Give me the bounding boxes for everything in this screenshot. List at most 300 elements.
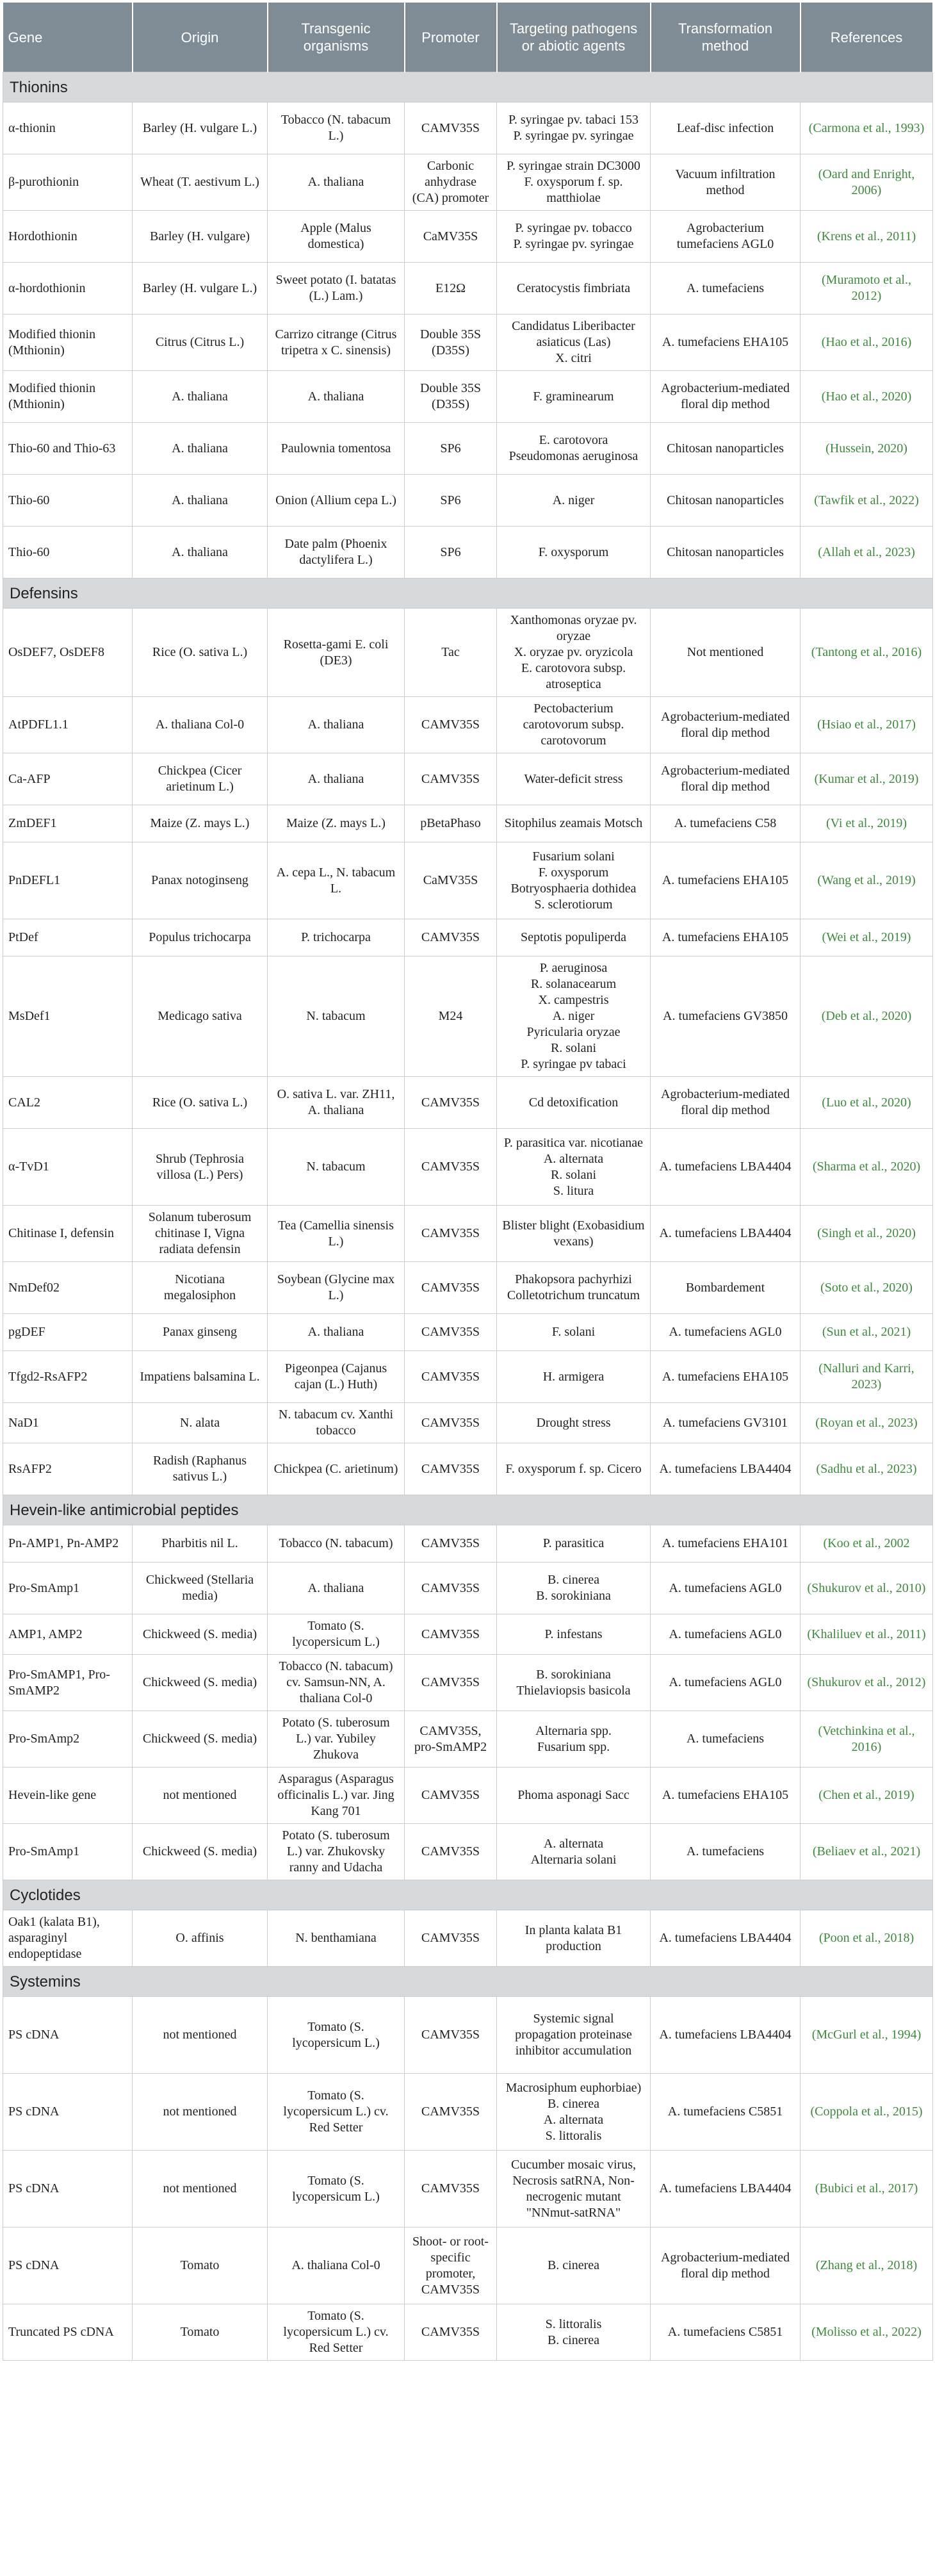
gene-cell: Truncated PS cDNA bbox=[3, 2304, 133, 2361]
gene-cell: Pn-AMP1, Pn-AMP2 bbox=[3, 1525, 133, 1563]
gene-cell: CAL2 bbox=[3, 1077, 133, 1129]
method-cell: Chitosan nanoparticles bbox=[651, 423, 801, 475]
target-cell: S. littoralis B. cinerea bbox=[497, 2304, 651, 2361]
origin-cell: Chickweed (S. media) bbox=[133, 1614, 268, 1655]
transgenic-organism-cell: A. thaliana bbox=[268, 371, 405, 423]
reference-link[interactable]: (Poon et al., 2018) bbox=[801, 1910, 933, 1967]
target-cell: Systemic signal propagation proteinase inhibitor accumulation bbox=[497, 1997, 651, 2074]
promoter-cell: CAMV35S bbox=[405, 919, 497, 956]
section-header bbox=[3, 578, 933, 609]
gene-cell: Ca-AFP bbox=[3, 753, 133, 805]
section-title: Hevein-like antimicrobial peptides bbox=[3, 1495, 933, 1525]
gene-cell: PS cDNA bbox=[3, 1997, 133, 2074]
target-cell: A. alternata Alternaria solani bbox=[497, 1824, 651, 1880]
table-row bbox=[3, 263, 933, 315]
target-cell: B. cinerea bbox=[497, 2227, 651, 2304]
gene-cell: PS cDNA bbox=[3, 2074, 133, 2151]
gene-cell: Modified thionin (Mthionin) bbox=[3, 315, 133, 371]
transgenic-organism-cell: Tomato (S. lycopersicum L.) cv. Red Setter bbox=[268, 2304, 405, 2361]
origin-cell: Wheat (T. aestivum L.) bbox=[133, 154, 268, 211]
method-cell: A. tumefaciens AGL0 bbox=[651, 1563, 801, 1614]
section-header bbox=[3, 1967, 933, 1997]
promoter-cell: pBetaPhaso bbox=[405, 805, 497, 842]
gene-cell: Hordothionin bbox=[3, 211, 133, 263]
origin-cell: Chickpea (Cicer arietinum L.) bbox=[133, 753, 268, 805]
target-cell: B. sorokiniana Thielaviopsis basicola bbox=[497, 1655, 651, 1711]
table-row bbox=[3, 1077, 933, 1129]
promoter-cell: CAMV35S bbox=[405, 697, 497, 753]
table-row bbox=[3, 1443, 933, 1495]
table-row bbox=[3, 842, 933, 919]
reference-link[interactable]: (Zhang et al., 2018) bbox=[801, 2227, 933, 2304]
promoter-cell: CAMV35S bbox=[405, 1314, 497, 1351]
target-cell: Fusarium solani F. oxysporum Botryosphaeria dothidea S. sclerotiorum bbox=[497, 842, 651, 919]
reference-link[interactable]: (Shukurov et al., 2010) bbox=[801, 1563, 933, 1614]
method-cell: A. tumefaciens AGL0 bbox=[651, 1655, 801, 1711]
origin-cell: Nicotiana megalosiphon bbox=[133, 1262, 268, 1314]
promoter-cell: CAMV35S bbox=[405, 1262, 497, 1314]
method-cell: A. tumefaciens LBA4404 bbox=[651, 1206, 801, 1262]
transgenic-organism-cell: Soybean (Glycine max L.) bbox=[268, 1262, 405, 1314]
origin-cell: Tomato bbox=[133, 2304, 268, 2361]
method-cell: A. tumefaciens C5851 bbox=[651, 2074, 801, 2151]
transgenic-organism-cell: A. thaliana Col-0 bbox=[268, 2227, 405, 2304]
transgenic-organism-cell: Rosetta-gami E. coli (DE3) bbox=[268, 609, 405, 697]
origin-cell: Chickweed (S. media) bbox=[133, 1655, 268, 1711]
promoter-cell: CAMV35S bbox=[405, 1768, 497, 1824]
target-cell: P. parasitica bbox=[497, 1525, 651, 1563]
reference-link[interactable]: (Oard and Enright, 2006) bbox=[801, 154, 933, 211]
reference-link[interactable]: (Vetchinkina et al., 2016) bbox=[801, 1711, 933, 1768]
target-cell: A. niger bbox=[497, 475, 651, 527]
target-cell: P. syringae strain DC3000 F. oxysporum f. sp. matthiolae bbox=[497, 154, 651, 211]
method-cell: A. tumefaciens bbox=[651, 1824, 801, 1880]
promoter-cell: SP6 bbox=[405, 475, 497, 527]
reference-link[interactable]: (Soto et al., 2020) bbox=[801, 1262, 933, 1314]
target-cell: Septotis populiperda bbox=[497, 919, 651, 956]
gene-cell: Pro-SmAmp2 bbox=[3, 1711, 133, 1768]
method-cell: A. tumefaciens GV3850 bbox=[651, 956, 801, 1077]
reference-link[interactable]: (Wei et al., 2019) bbox=[801, 919, 933, 956]
target-cell: F. oxysporum bbox=[497, 527, 651, 578]
reference-link[interactable]: (Hussein, 2020) bbox=[801, 423, 933, 475]
promoter-cell: Tac bbox=[405, 609, 497, 697]
target-cell: Cd detoxification bbox=[497, 1077, 651, 1129]
table-row bbox=[3, 1206, 933, 1262]
target-cell: Blister blight (Exobasidium vexans) bbox=[497, 1206, 651, 1262]
target-cell: Macrosiphum euphorbiae) B. cinerea A. alternata S. littoralis bbox=[497, 2074, 651, 2151]
promoter-cell: CAMV35S bbox=[405, 1077, 497, 1129]
transgenic-organism-cell: Tomato (S. lycopersicum L.) bbox=[268, 2151, 405, 2227]
promoter-cell: CAMV35S bbox=[405, 2304, 497, 2361]
transgenic-organism-cell: P. trichocarpa bbox=[268, 919, 405, 956]
reference-link[interactable]: (Molisso et al., 2022) bbox=[801, 2304, 933, 2361]
promoter-cell: CAMV35S bbox=[405, 1614, 497, 1655]
transgenic-organism-cell: O. sativa L. var. ZH11, A. thaliana bbox=[268, 1077, 405, 1129]
reference-link[interactable]: (Sun et al., 2021) bbox=[801, 1314, 933, 1351]
table-row bbox=[3, 1403, 933, 1443]
gene-cell: Thio-60 bbox=[3, 527, 133, 578]
promoter-cell: CAMV35S, pro-SmAMP2 bbox=[405, 1711, 497, 1768]
gene-cell: PtDef bbox=[3, 919, 133, 956]
transgenic-organism-cell: Sweet potato (I. batatas (L.) Lam.) bbox=[268, 263, 405, 315]
gene-cell: MsDef1 bbox=[3, 956, 133, 1077]
reference-link[interactable]: (Chen et al., 2019) bbox=[801, 1768, 933, 1824]
origin-cell: not mentioned bbox=[133, 2151, 268, 2227]
promoter-cell: CAMV35S bbox=[405, 1997, 497, 2074]
target-cell: P. parasitica var. nicotianae A. alternata R. solani S. litura bbox=[497, 1129, 651, 1206]
table-row bbox=[3, 697, 933, 753]
reference-link[interactable]: (Koo et al., 2002 bbox=[801, 1525, 933, 1563]
promoter-cell: SP6 bbox=[405, 423, 497, 475]
reference-link[interactable]: (Hao et al., 2016) bbox=[801, 315, 933, 371]
transgenic-organism-cell: Tomato (S. lycopersicum L.) cv. Red Setter bbox=[268, 2074, 405, 2151]
table-row bbox=[3, 609, 933, 697]
promoter-cell: CaMV35S bbox=[405, 842, 497, 919]
origin-cell: not mentioned bbox=[133, 1997, 268, 2074]
method-cell: A. tumefaciens bbox=[651, 263, 801, 315]
transgenic-organism-cell: A. thaliana bbox=[268, 753, 405, 805]
origin-cell: A. thaliana Col-0 bbox=[133, 697, 268, 753]
reference-link[interactable]: (Allah et al., 2023) bbox=[801, 527, 933, 578]
section-title: Systemins bbox=[3, 1967, 933, 1997]
method-cell: A. tumefaciens LBA4404 bbox=[651, 1443, 801, 1495]
reference-link[interactable]: (Hao et al., 2020) bbox=[801, 371, 933, 423]
reference-link[interactable]: (Kumar et al., 2019) bbox=[801, 753, 933, 805]
transgenic-organism-cell: Tobacco (N. tabacum L.) bbox=[268, 103, 405, 154]
method-cell: A. tumefaciens EHA105 bbox=[651, 842, 801, 919]
origin-cell: Medicago sativa bbox=[133, 956, 268, 1077]
target-cell: Phakopsora pachyrhizi Colletotrichum truncatum bbox=[497, 1262, 651, 1314]
transgenic-organism-cell: Tobacco (N. tabacum) cv. Samsun-NN, A. thaliana Col-0 bbox=[268, 1655, 405, 1711]
gene-cell: NmDef02 bbox=[3, 1262, 133, 1314]
method-cell: A. tumefaciens LBA4404 bbox=[651, 1910, 801, 1967]
promoter-cell: M24 bbox=[405, 956, 497, 1077]
gene-cell: α-thionin bbox=[3, 103, 133, 154]
transgenic-organism-cell: A. thaliana bbox=[268, 1563, 405, 1614]
origin-cell: Chickweed (S. media) bbox=[133, 1711, 268, 1768]
promoter-cell: CAMV35S bbox=[405, 1824, 497, 1880]
method-cell: A. tumefaciens AGL0 bbox=[651, 1614, 801, 1655]
reference-link[interactable]: (Hsiao et al., 2017) bbox=[801, 697, 933, 753]
origin-cell: Shrub (Tephrosia villosa (L.) Pers) bbox=[133, 1129, 268, 1206]
reference-link[interactable]: (Tawfik et al., 2022) bbox=[801, 475, 933, 527]
transgenic-organism-cell: A. thaliana bbox=[268, 1314, 405, 1351]
reference-link[interactable]: (Luo et al., 2020) bbox=[801, 1077, 933, 1129]
section-title: Thionins bbox=[3, 72, 933, 103]
origin-cell: Rice (O. sativa L.) bbox=[133, 609, 268, 697]
target-cell: P. syringae pv. tobacco P. syringae pv. syringae bbox=[497, 211, 651, 263]
reference-link[interactable]: (Muramoto et al., 2012) bbox=[801, 263, 933, 315]
promoter-cell: CAMV35S bbox=[405, 2074, 497, 2151]
target-cell: Water-deficit stress bbox=[497, 753, 651, 805]
transgenic-organism-cell: Date palm (Phoenix dactylifera L.) bbox=[268, 527, 405, 578]
promoter-cell: CAMV35S bbox=[405, 1206, 497, 1262]
origin-cell: A. thaliana bbox=[133, 371, 268, 423]
target-cell: In planta kalata B1 production bbox=[497, 1910, 651, 1967]
gene-cell: Thio-60 bbox=[3, 475, 133, 527]
promoter-cell: CAMV35S bbox=[405, 2151, 497, 2227]
transgenic-organism-cell: N. tabacum bbox=[268, 956, 405, 1077]
target-cell: F. oxysporum f. sp. Cicero bbox=[497, 1443, 651, 1495]
reference-link[interactable]: (Vi et al., 2019) bbox=[801, 805, 933, 842]
method-cell: Agrobacterium-mediated floral dip method bbox=[651, 2227, 801, 2304]
transgenic-organism-cell: Maize (Z. mays L.) bbox=[268, 805, 405, 842]
table-row bbox=[3, 103, 933, 154]
reference-link[interactable]: (McGurl et al., 1994) bbox=[801, 1997, 933, 2074]
gene-cell: AMP1, AMP2 bbox=[3, 1614, 133, 1655]
transgenic-organism-cell: Tomato (S. lycopersicum L.) bbox=[268, 1614, 405, 1655]
table-row bbox=[3, 2151, 933, 2227]
transgenic-organism-cell: Apple (Malus domestica) bbox=[268, 211, 405, 263]
promoter-cell: E12Ω bbox=[405, 263, 497, 315]
origin-cell: Panax notoginseng bbox=[133, 842, 268, 919]
gene-cell: Pro-SmAmp1 bbox=[3, 1824, 133, 1880]
promoter-cell: CAMV35S bbox=[405, 1525, 497, 1563]
origin-cell: A. thaliana bbox=[133, 475, 268, 527]
reference-link[interactable]: (Wang et al., 2019) bbox=[801, 842, 933, 919]
origin-cell: Panax ginseng bbox=[133, 1314, 268, 1351]
table-row bbox=[3, 1614, 933, 1655]
reference-link[interactable]: (Sharma et al., 2020) bbox=[801, 1129, 933, 1206]
section-title: Cyclotides bbox=[3, 1880, 933, 1910]
transgenic-peptides-table bbox=[3, 3, 934, 2361]
transgenic-organism-cell: N. benthamiana bbox=[268, 1910, 405, 1967]
table-row bbox=[3, 1351, 933, 1403]
promoter-cell: CAMV35S bbox=[405, 1403, 497, 1443]
method-cell: Chitosan nanoparticles bbox=[651, 475, 801, 527]
table-row bbox=[3, 1563, 933, 1614]
promoter-cell: CAMV35S bbox=[405, 1563, 497, 1614]
target-cell: Candidatus Liberibacter asiaticus (Las) X. citri bbox=[497, 315, 651, 371]
origin-cell: A. thaliana bbox=[133, 423, 268, 475]
method-cell: A. tumefaciens EHA105 bbox=[651, 315, 801, 371]
reference-link[interactable]: (Deb et al., 2020) bbox=[801, 956, 933, 1077]
header-gene: Gene bbox=[3, 3, 133, 72]
gene-cell: α-TvD1 bbox=[3, 1129, 133, 1206]
origin-cell: Barley (H. vulgare L.) bbox=[133, 103, 268, 154]
reference-link[interactable]: (Tantong et al., 2016) bbox=[801, 609, 933, 697]
transgenic-organism-cell: Tobacco (N. tabacum) bbox=[268, 1525, 405, 1563]
target-cell: B. cinerea B. sorokiniana bbox=[497, 1563, 651, 1614]
method-cell: Chitosan nanoparticles bbox=[651, 527, 801, 578]
table-row bbox=[3, 527, 933, 578]
origin-cell: Citrus (Citrus L.) bbox=[133, 315, 268, 371]
promoter-cell: SP6 bbox=[405, 527, 497, 578]
origin-cell: Populus trichocarpa bbox=[133, 919, 268, 956]
table-row bbox=[3, 1910, 933, 1967]
reference-link[interactable]: (Royan et al., 2023) bbox=[801, 1403, 933, 1443]
promoter-cell: Carbonic anhydrase (CA) promoter bbox=[405, 154, 497, 211]
method-cell: Bombardement bbox=[651, 1262, 801, 1314]
table-row bbox=[3, 1525, 933, 1563]
section-title: Defensins bbox=[3, 578, 933, 609]
gene-cell: PS cDNA bbox=[3, 2151, 133, 2227]
table-row bbox=[3, 1314, 933, 1351]
method-cell: A. tumefaciens AGL0 bbox=[651, 1314, 801, 1351]
promoter-cell: CaMV35S bbox=[405, 211, 497, 263]
header-origin: Origin bbox=[133, 3, 268, 72]
table-row bbox=[3, 1711, 933, 1768]
table-row bbox=[3, 1997, 933, 2074]
reference-link[interactable]: (Beliaev et al., 2021) bbox=[801, 1824, 933, 1880]
reference-link[interactable]: (Krens et al., 2011) bbox=[801, 211, 933, 263]
table-row bbox=[3, 956, 933, 1077]
gene-cell: Pro-SmAmp1 bbox=[3, 1563, 133, 1614]
gene-cell: Oak1 (kalata B1), asparaginyl endopeptidase bbox=[3, 1910, 133, 1967]
reference-link[interactable]: (Singh et al., 2020) bbox=[801, 1206, 933, 1262]
header-method: Transformation method bbox=[651, 3, 801, 72]
section-header bbox=[3, 72, 933, 103]
table-row bbox=[3, 1129, 933, 1206]
origin-cell: Radish (Raphanus sativus L.) bbox=[133, 1443, 268, 1495]
transgenic-organism-cell: A. thaliana bbox=[268, 697, 405, 753]
gene-cell: OsDEF7, OsDEF8 bbox=[3, 609, 133, 697]
method-cell: Agrobacterium-mediated floral dip method bbox=[651, 371, 801, 423]
target-cell: Cucumber mosaic virus, Necrosis satRNA, Non-necrogenic mutant "NNmut-satRNA" bbox=[497, 2151, 651, 2227]
method-cell: A. tumefaciens bbox=[651, 1711, 801, 1768]
table-row bbox=[3, 2074, 933, 2151]
target-cell: Phoma asponagi Sacc bbox=[497, 1768, 651, 1824]
reference-link[interactable]: (Carmona et al., 1993) bbox=[801, 103, 933, 154]
gene-cell: Hevein-like gene bbox=[3, 1768, 133, 1824]
target-cell: Xanthomonas oryzae pv. oryzae X. oryzae pv. oryzicola E. carotovora subsp. atroseptica bbox=[497, 609, 651, 697]
promoter-cell: CAMV35S bbox=[405, 103, 497, 154]
table-row bbox=[3, 1768, 933, 1824]
transgenic-organism-cell: A. thaliana bbox=[268, 154, 405, 211]
transgenic-organism-cell: Potato (S. tuberosum L.) var. Zhukovsky ranny and Udacha bbox=[268, 1824, 405, 1880]
method-cell: A. tumefaciens EHA105 bbox=[651, 1351, 801, 1403]
gene-cell: α-hordothionin bbox=[3, 263, 133, 315]
transgenic-organism-cell: A. cepa L., N. tabacum L. bbox=[268, 842, 405, 919]
gene-cell: AtPDFL1.1 bbox=[3, 697, 133, 753]
method-cell: A. tumefaciens LBA4404 bbox=[651, 1997, 801, 2074]
method-cell: Leaf-disc infection bbox=[651, 103, 801, 154]
table-body bbox=[3, 72, 933, 2361]
table-row bbox=[3, 1824, 933, 1880]
section-header bbox=[3, 1495, 933, 1525]
promoter-cell: CAMV35S bbox=[405, 753, 497, 805]
origin-cell: A. thaliana bbox=[133, 527, 268, 578]
gene-cell: Modified thionin (Mthionin) bbox=[3, 371, 133, 423]
transgenic-organism-cell: Pigeonpea (Cajanus cajan (L.) Huth) bbox=[268, 1351, 405, 1403]
gene-cell: β-purothionin bbox=[3, 154, 133, 211]
method-cell: A. tumefaciens C5851 bbox=[651, 2304, 801, 2361]
method-cell: Agrobacterium-mediated floral dip method bbox=[651, 1077, 801, 1129]
section-header bbox=[3, 1880, 933, 1910]
transgenic-organism-cell: Paulownia tomentosa bbox=[268, 423, 405, 475]
promoter-cell: Double 35S (D35S) bbox=[405, 315, 497, 371]
origin-cell: not mentioned bbox=[133, 2074, 268, 2151]
table-row bbox=[3, 475, 933, 527]
origin-cell: O. affinis bbox=[133, 1910, 268, 1967]
table-row bbox=[3, 211, 933, 263]
gene-cell: ZmDEF1 bbox=[3, 805, 133, 842]
target-cell: F. solani bbox=[497, 1314, 651, 1351]
method-cell: A. tumefaciens LBA4404 bbox=[651, 1129, 801, 1206]
gene-cell: Tfgd2-RsAFP2 bbox=[3, 1351, 133, 1403]
transgenic-organism-cell: Chickpea (C. arietinum) bbox=[268, 1443, 405, 1495]
gene-cell: Thio-60 and Thio-63 bbox=[3, 423, 133, 475]
origin-cell: N. alata bbox=[133, 1403, 268, 1443]
gene-cell: RsAFP2 bbox=[3, 1443, 133, 1495]
table-row bbox=[3, 919, 933, 956]
reference-link[interactable]: (Shukurov et al., 2012) bbox=[801, 1655, 933, 1711]
promoter-cell: CAMV35S bbox=[405, 1351, 497, 1403]
method-cell: A. tumefaciens LBA4404 bbox=[651, 2151, 801, 2227]
target-cell: Sitophilus zeamais Motsch bbox=[497, 805, 651, 842]
method-cell: A. tumefaciens GV3101 bbox=[651, 1403, 801, 1443]
header-references: References bbox=[801, 3, 933, 72]
method-cell: Not mentioned bbox=[651, 609, 801, 697]
promoter-cell: CAMV35S bbox=[405, 1655, 497, 1711]
reference-link[interactable]: (Coppola et al., 2015) bbox=[801, 2074, 933, 2151]
origin-cell: Rice (O. sativa L.) bbox=[133, 1077, 268, 1129]
target-cell: E. carotovora Pseudomonas aeruginosa bbox=[497, 423, 651, 475]
table-row bbox=[3, 371, 933, 423]
origin-cell: Solanum tuberosum chitinase I, Vigna radiata defensin bbox=[133, 1206, 268, 1262]
transgenic-organism-cell: Carrizo citrange (Citrus tripetra x C. sinensis) bbox=[268, 315, 405, 371]
origin-cell: Pharbitis nil L. bbox=[133, 1525, 268, 1563]
origin-cell: Tomato bbox=[133, 2227, 268, 2304]
table-row bbox=[3, 2304, 933, 2361]
table-row bbox=[3, 315, 933, 371]
origin-cell: not mentioned bbox=[133, 1768, 268, 1824]
method-cell: Agrobacterium-mediated floral dip method bbox=[651, 697, 801, 753]
header-targets: Targeting pathogens or abiotic agents bbox=[497, 3, 651, 72]
origin-cell: Impatiens balsamina L. bbox=[133, 1351, 268, 1403]
transgenic-organism-cell: Tomato (S. lycopersicum L.) bbox=[268, 1997, 405, 2074]
transgenic-organism-cell: N. tabacum bbox=[268, 1129, 405, 1206]
target-cell: Pectobacterium carotovorum subsp. carotovorum bbox=[497, 697, 651, 753]
gene-cell: pgDEF bbox=[3, 1314, 133, 1351]
table-row bbox=[3, 805, 933, 842]
reference-link[interactable]: (Bubici et al., 2017) bbox=[801, 2151, 933, 2227]
gene-cell: NaD1 bbox=[3, 1403, 133, 1443]
gene-cell: Pro-SmAMP1, Pro-SmAMP2 bbox=[3, 1655, 133, 1711]
target-cell: Ceratocystis fimbriata bbox=[497, 263, 651, 315]
origin-cell: Maize (Z. mays L.) bbox=[133, 805, 268, 842]
transgenic-organism-cell: N. tabacum cv. Xanthi tobacco bbox=[268, 1403, 405, 1443]
method-cell: A. tumefaciens EHA101 bbox=[651, 1525, 801, 1563]
reference-link[interactable]: (Nalluri and Karri, 2023) bbox=[801, 1351, 933, 1403]
header-transgenic: Transgenic organisms bbox=[268, 3, 405, 72]
transgenic-organism-cell: Asparagus (Asparagus officinalis L.) var. Jing Kang 701 bbox=[268, 1768, 405, 1824]
gene-cell: PnDEFL1 bbox=[3, 842, 133, 919]
origin-cell: Chickweed (S. media) bbox=[133, 1824, 268, 1880]
transgenic-organism-cell: Tea (Camellia sinensis L.) bbox=[268, 1206, 405, 1262]
table-row bbox=[3, 154, 933, 211]
gene-cell: Chitinase I, defensin bbox=[3, 1206, 133, 1262]
reference-link[interactable]: (Sadhu et al., 2023) bbox=[801, 1443, 933, 1495]
target-cell: F. graminearum bbox=[497, 371, 651, 423]
target-cell: P. syringae pv. tabaci 153 P. syringae pv. syringae bbox=[497, 103, 651, 154]
origin-cell: Barley (H. vulgare L.) bbox=[133, 263, 268, 315]
promoter-cell: CAMV35S bbox=[405, 1910, 497, 1967]
method-cell: Agrobacterium tumefaciens AGL0 bbox=[651, 211, 801, 263]
target-cell: H. armigera bbox=[497, 1351, 651, 1403]
origin-cell: Barley (H. vulgare) bbox=[133, 211, 268, 263]
table-row bbox=[3, 1655, 933, 1711]
table-row bbox=[3, 2227, 933, 2304]
method-cell: A. tumefaciens EHA105 bbox=[651, 919, 801, 956]
table-row bbox=[3, 753, 933, 805]
promoter-cell: Double 35S (D35S) bbox=[405, 371, 497, 423]
promoter-cell: CAMV35S bbox=[405, 1129, 497, 1206]
target-cell: P. infestans bbox=[497, 1614, 651, 1655]
reference-link[interactable]: (Khaliluev et al., 2011) bbox=[801, 1614, 933, 1655]
target-cell: P. aeruginosa R. solanacearum X. campestris A. niger Pyricularia oryzae R. solani P. syringae pv tabaci bbox=[497, 956, 651, 1077]
